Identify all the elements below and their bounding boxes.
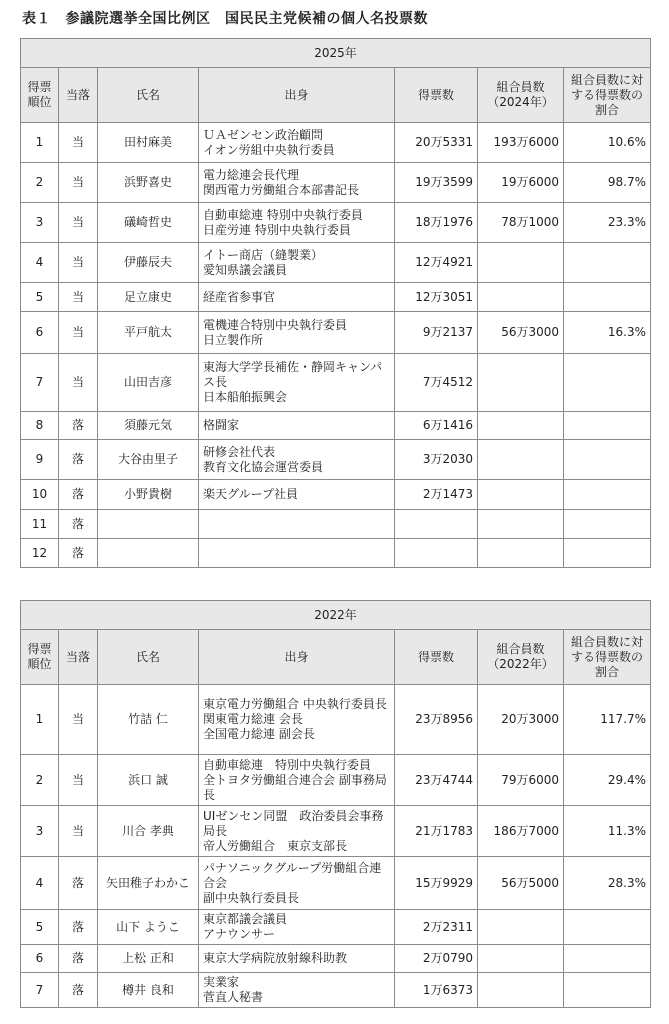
header-origin: 出身 <box>199 630 395 685</box>
votes-cell: 23万4744 <box>395 755 478 806</box>
rank-cell: 4 <box>21 857 59 910</box>
header-result: 当落 <box>59 630 98 685</box>
header-votes: 得票数 <box>395 68 478 123</box>
name-cell: 川合 孝典 <box>98 806 199 857</box>
votes-cell: 20万5331 <box>395 123 478 163</box>
votes-cell: 19万3599 <box>395 163 478 203</box>
result-cell: 当 <box>59 243 98 283</box>
name-cell: 上松 正和 <box>98 945 199 973</box>
result-cell: 落 <box>59 510 98 539</box>
votes-cell: 23万8956 <box>395 685 478 755</box>
members-cell <box>478 243 564 283</box>
ratio-cell <box>564 910 651 945</box>
table-year-heading: 2025年 <box>21 39 651 68</box>
ratio-cell <box>564 510 651 539</box>
votes-cell <box>395 510 478 539</box>
origin-cell: 東京都議会議員 アナウンサー <box>199 910 395 945</box>
votes-cell: 3万2030 <box>395 440 478 480</box>
origin-cell: 自動車総連 特別中央執行委員 日産労連 特別中央執行委員 <box>199 203 395 243</box>
name-cell: 足立康史 <box>98 283 199 312</box>
table-row <box>21 857 651 910</box>
members-cell: 78万1000 <box>478 203 564 243</box>
table-row <box>21 412 651 440</box>
ratio-cell <box>564 945 651 973</box>
header-result: 当落 <box>59 68 98 123</box>
name-cell: 伊藤辰夫 <box>98 243 199 283</box>
origin-cell: 楽天グループ社員 <box>199 480 395 510</box>
ratio-cell: 23.3% <box>564 203 651 243</box>
origin-cell: 経産省参事官 <box>199 283 395 312</box>
rank-cell: 11 <box>21 510 59 539</box>
table-2022 <box>20 600 651 1008</box>
table-year-heading: 2022年 <box>21 601 651 630</box>
header-name: 氏名 <box>98 68 199 123</box>
table-row <box>21 163 651 203</box>
rank-cell: 8 <box>21 412 59 440</box>
members-cell: 186万7000 <box>478 806 564 857</box>
origin-cell: ＵＡゼンセン政治顧問 イオン労組中央執行委員 <box>199 123 395 163</box>
members-cell: 56万3000 <box>478 312 564 354</box>
result-cell: 落 <box>59 440 98 480</box>
table-row <box>21 973 651 1008</box>
table-row <box>21 539 651 568</box>
votes-cell <box>395 539 478 568</box>
votes-cell: 12万4921 <box>395 243 478 283</box>
origin-cell: 研修会社代表 教育文化協会運営委員 <box>199 440 395 480</box>
result-cell: 当 <box>59 806 98 857</box>
ratio-cell <box>564 480 651 510</box>
members-cell <box>478 945 564 973</box>
rank-cell: 1 <box>21 123 59 163</box>
name-cell: 須藤元気 <box>98 412 199 440</box>
name-cell: 樽井 良和 <box>98 973 199 1008</box>
header-members: 組合員数（2022年） <box>478 630 564 685</box>
rank-cell: 6 <box>21 945 59 973</box>
members-cell <box>478 539 564 568</box>
votes-cell: 7万4512 <box>395 354 478 412</box>
table-row <box>21 510 651 539</box>
result-cell: 当 <box>59 685 98 755</box>
result-cell: 落 <box>59 412 98 440</box>
result-cell: 落 <box>59 480 98 510</box>
rank-cell: 12 <box>21 539 59 568</box>
rank-cell: 1 <box>21 685 59 755</box>
origin-cell: 実業家 菅直人秘書 <box>199 973 395 1008</box>
votes-cell: 1万6373 <box>395 973 478 1008</box>
header-ratio: 組合員数に対する得票数の割合 <box>564 630 651 685</box>
rank-cell: 5 <box>21 910 59 945</box>
name-cell: 大谷由里子 <box>98 440 199 480</box>
result-cell: 落 <box>59 539 98 568</box>
origin-cell <box>199 539 395 568</box>
rank-cell: 3 <box>21 203 59 243</box>
table-row <box>21 354 651 412</box>
header-name: 氏名 <box>98 630 199 685</box>
header-votes: 得票数 <box>395 630 478 685</box>
rank-cell: 6 <box>21 312 59 354</box>
result-cell: 落 <box>59 910 98 945</box>
table-row <box>21 243 651 283</box>
origin-cell: 東京電力労働組合 中央執行委員長 関東電力総連 会長 全国電力総連 副会長 <box>199 685 395 755</box>
ratio-cell <box>564 539 651 568</box>
result-cell: 当 <box>59 163 98 203</box>
table-row <box>21 123 651 163</box>
name-cell: 浜口 誠 <box>98 755 199 806</box>
name-cell: 平戸航太 <box>98 312 199 354</box>
table-row <box>21 440 651 480</box>
ratio-cell: 98.7% <box>564 163 651 203</box>
header-origin: 出身 <box>199 68 395 123</box>
votes-cell: 2万2311 <box>395 910 478 945</box>
rank-cell: 4 <box>21 243 59 283</box>
ratio-cell <box>564 973 651 1008</box>
origin-cell: UIゼンセン同盟 政治委員会事務局長 帝人労働組合 東京支部長 <box>199 806 395 857</box>
origin-cell: 電機連合特別中央執行委員 日立製作所 <box>199 312 395 354</box>
origin-cell: 東京大学病院放射線科助教 <box>199 945 395 973</box>
page-title: 表１ 参議院選挙全国比例区 国民民主党候補の個人名投票数 <box>22 11 428 27</box>
rank-cell: 7 <box>21 354 59 412</box>
result-cell: 落 <box>59 857 98 910</box>
result-cell: 当 <box>59 312 98 354</box>
table-row <box>21 806 651 857</box>
votes-cell: 9万2137 <box>395 312 478 354</box>
votes-cell: 21万1783 <box>395 806 478 857</box>
result-cell: 当 <box>59 123 98 163</box>
ratio-cell: 117.7% <box>564 685 651 755</box>
name-cell <box>98 539 199 568</box>
result-cell: 当 <box>59 203 98 243</box>
ratio-cell: 11.3% <box>564 806 651 857</box>
rank-cell: 10 <box>21 480 59 510</box>
name-cell: 竹詰 仁 <box>98 685 199 755</box>
ratio-cell <box>564 354 651 412</box>
votes-cell: 12万3051 <box>395 283 478 312</box>
members-cell <box>478 354 564 412</box>
ratio-cell: 28.3% <box>564 857 651 910</box>
name-cell: 小野貴樹 <box>98 480 199 510</box>
table-row <box>21 755 651 806</box>
members-cell: 79万6000 <box>478 755 564 806</box>
members-cell <box>478 973 564 1008</box>
name-cell: 浜野喜史 <box>98 163 199 203</box>
rank-cell: 2 <box>21 163 59 203</box>
ratio-cell: 16.3% <box>564 312 651 354</box>
name-cell: 礒崎哲史 <box>98 203 199 243</box>
members-cell <box>478 510 564 539</box>
members-cell: 193万6000 <box>478 123 564 163</box>
votes-cell: 2万0790 <box>395 945 478 973</box>
name-cell: 山田吉彦 <box>98 354 199 412</box>
ratio-cell: 29.4% <box>564 755 651 806</box>
result-cell: 当 <box>59 283 98 312</box>
votes-cell: 15万9929 <box>395 857 478 910</box>
name-cell <box>98 510 199 539</box>
members-cell <box>478 412 564 440</box>
votes-cell: 6万1416 <box>395 412 478 440</box>
table-row <box>21 312 651 354</box>
members-cell <box>478 910 564 945</box>
rank-cell: 5 <box>21 283 59 312</box>
result-cell: 当 <box>59 755 98 806</box>
name-cell: 田村麻美 <box>98 123 199 163</box>
members-cell: 19万6000 <box>478 163 564 203</box>
origin-cell: イトー商店（縫製業） 愛知県議会議員 <box>199 243 395 283</box>
origin-cell: 格闘家 <box>199 412 395 440</box>
ratio-cell: 10.6% <box>564 123 651 163</box>
name-cell: 矢田稚子わかこ <box>98 857 199 910</box>
ratio-cell <box>564 283 651 312</box>
result-cell: 当 <box>59 354 98 412</box>
header-rank: 得票順位 <box>21 630 59 685</box>
name-cell: 山下 ようこ <box>98 910 199 945</box>
table-row <box>21 480 651 510</box>
header-rank: 得票順位 <box>21 68 59 123</box>
rank-cell: 3 <box>21 806 59 857</box>
ratio-cell <box>564 243 651 283</box>
votes-cell: 18万1976 <box>395 203 478 243</box>
table-row <box>21 283 651 312</box>
result-cell: 落 <box>59 945 98 973</box>
header-members: 組合員数（2024年） <box>478 68 564 123</box>
table-row <box>21 685 651 755</box>
result-cell: 落 <box>59 973 98 1008</box>
rank-cell: 2 <box>21 755 59 806</box>
rank-cell: 9 <box>21 440 59 480</box>
table-2025 <box>20 38 651 568</box>
members-cell <box>478 480 564 510</box>
origin-cell: パナソニックグループ労働組合連合会 副中央執行委員長 <box>199 857 395 910</box>
members-cell: 20万3000 <box>478 685 564 755</box>
origin-cell: 東海大学学長補佐・静岡キャンパス長 日本船舶振興会 <box>199 354 395 412</box>
members-cell: 56万5000 <box>478 857 564 910</box>
table-row <box>21 203 651 243</box>
ratio-cell <box>564 412 651 440</box>
table-row <box>21 945 651 973</box>
origin-cell: 電力総連会長代理 関西電力労働組合本部書記長 <box>199 163 395 203</box>
ratio-cell <box>564 440 651 480</box>
rank-cell: 7 <box>21 973 59 1008</box>
votes-cell: 2万1473 <box>395 480 478 510</box>
members-cell <box>478 440 564 480</box>
table-row <box>21 910 651 945</box>
origin-cell: 自動車総連 特別中央執行委員 全トヨタ労働組合連合会 副事務局長 <box>199 755 395 806</box>
header-ratio: 組合員数に対する得票数の割合 <box>564 68 651 123</box>
members-cell <box>478 283 564 312</box>
origin-cell <box>199 510 395 539</box>
